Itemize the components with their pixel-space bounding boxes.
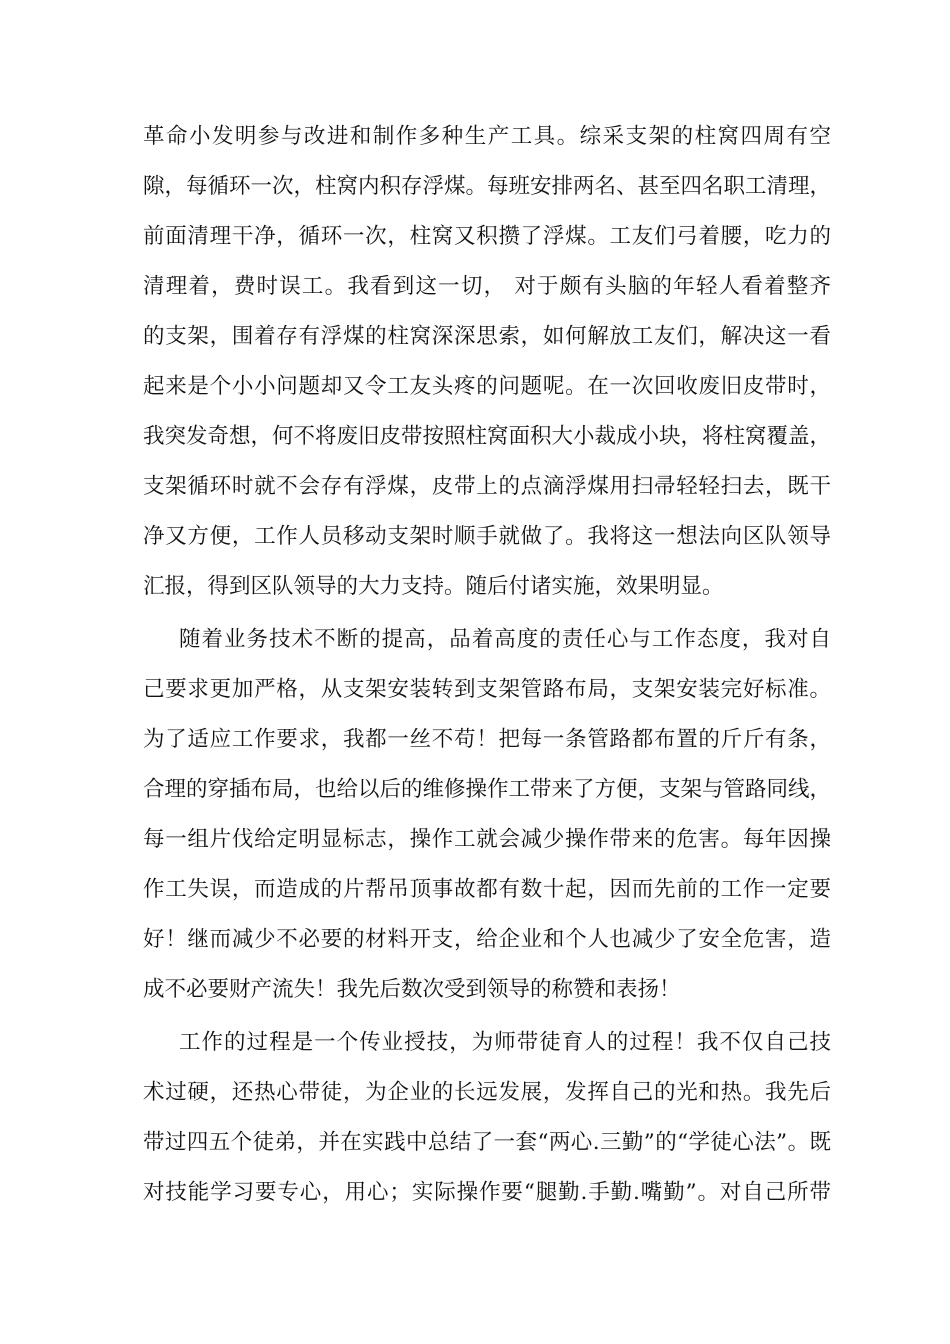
- paragraph-1-line-9: 净又方便，工作人员移动支架时顺手就做了。我将这一想法向区队领导: [143, 524, 831, 549]
- paragraph-1-line-6: 起来是个小小问题却又令工友头疼的问题呢。在一次回收废旧皮带时，: [143, 374, 831, 399]
- paragraph-2-line-3: 为了适应工作要求，我都一丝不苟！把每一条管路都布置的斤斤有条，: [143, 727, 831, 752]
- paragraph-1-line-1: 革命小发明参与改进和制作多种生产工具。综采支架的柱窝四周有空: [143, 124, 831, 149]
- paragraph-3-line-4: 对技能学习要专心，用心；实际操作要“腿勤.手勤.嘴勤”。对自己所带: [143, 1180, 831, 1205]
- paragraph-3-line-2: 术过硬，还热心带徒，为企业的长远发展，发挥自己的光和热。我先后: [143, 1080, 831, 1105]
- paragraph-2-line-1: 随着业务技术不断的提高，品着高度的责任心与工作态度，我对自: [179, 627, 831, 652]
- paragraph-1-line-5: 的支架，围着存有浮煤的柱窝深深思索，如何解放工友们，解决这一看: [143, 324, 831, 349]
- paragraph-1-line-10: 汇报，得到区队领导的大力支持。随后付诸实施，效果明显。: [143, 574, 724, 599]
- paragraph-2-line-5: 每一组片伐给定明显标志，操作工就会减少操作带来的危害。每年因操: [143, 827, 831, 852]
- paragraph-1-line-8: 支架循环时就不会存有浮煤，皮带上的点滴浮煤用扫帚轻轻扫去，既干: [143, 474, 831, 499]
- paragraph-3-line-1: 工作的过程是一个传业授技，为师带徒育人的过程！我不仅自己技: [179, 1030, 831, 1055]
- paragraph-1-line-3: 前面清理干净，循环一次，柱窝又积攒了浮煤。工友们弓着腰，吃力的: [143, 224, 831, 249]
- paragraph-2-line-4: 合理的穿插布局，也给以后的维修操作工带来了方便，支架与管路同线，: [143, 777, 832, 802]
- paragraph-2-line-6: 作工失误，而造成的片帮吊顶事故都有数十起，因而先前的工作一定要: [143, 877, 831, 902]
- paragraph-1-line-2: 隙，每循环一次，柱窝内积存浮煤。每班安排两名、甚至四名职工清理，: [143, 174, 832, 199]
- paragraph-2-line-2: 己要求更加严格，从支架安装转到支架管路布局，支架安装完好标准。: [143, 677, 831, 702]
- paragraph-2-line-8: 成不必要财产流失！我先后数次受到领导的称赞和表扬！: [143, 977, 681, 1002]
- paragraph-1-line-7: 我突发奇想，何不将废旧皮带按照柱窝面积大小裁成小块，将柱窝覆盖，: [143, 424, 832, 449]
- paragraph-2-line-7: 好！继而减少不必要的材料开支，给企业和个人也减少了安全危害，造: [143, 927, 831, 952]
- paragraph-3-line-3: 带过四五个徒弟，并在实践中总结了一套“两心.三勤”的“学徒心法”。既: [143, 1130, 831, 1155]
- paragraph-1-line-4: 清理着，费时误工。我看到这一切， 对于颇有头脑的年轻人看着整齐: [143, 274, 831, 299]
